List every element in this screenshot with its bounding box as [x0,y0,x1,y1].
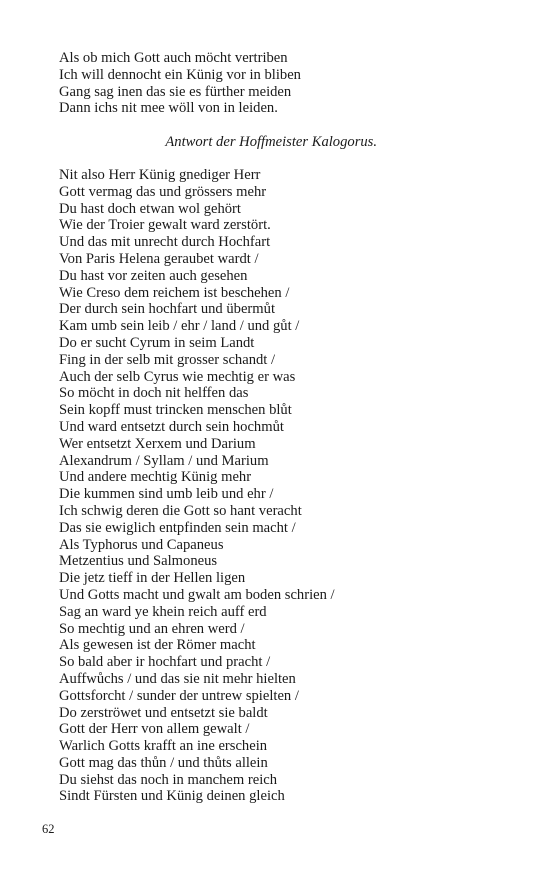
verse-line: Du hast vor zeiten auch gesehen [59,267,248,284]
verse-line: Kam umb sein leib / ehr / land / und gůt / [59,318,300,335]
verse-line: Gang sag inen das sie es fürther meiden [59,83,292,100]
verse-line: Wer entsetzt Xerxem und Darium [59,435,256,452]
verse-line: Auffwůchs / und das sie nit mehr hielten [59,670,296,687]
speaker-heading [59,134,499,151]
verse-line: So möcht in doch nit helffen das [59,385,249,402]
verse-line: Du siehst das noch in manchem reich [59,771,278,788]
verse-line: Sindt Fürsten und Künig deinen gleich [59,788,285,805]
verse-stanza-1 [59,50,499,117]
verse-line: Und das mit unrecht durch Hochfart [59,234,271,251]
verse-line: Metzentius und Salmoneus [59,553,218,570]
verse-line: Sag an ward ye khein reich auff erd [59,603,267,620]
verse-line: Die kummen sind umb leib und ehr / [59,486,274,503]
verse-line: Von Paris Helena geraubet wardt / [59,250,259,267]
speaker-heading-text: Antwort der Hoffmeister Kalogorus. [165,134,377,150]
verse-line: Gott der Herr von allem gewalt / [59,721,250,738]
verse-line: Als Typhorus und Capaneus [59,536,224,553]
verse-stanza-2 [59,167,499,805]
page-number: 62 [42,822,55,836]
verse-line: Wie Creso dem reichem ist beschehen / [59,284,290,301]
verse-line: Do zerströwet und entsetzt sie baldt [59,704,268,721]
verse-line: Der durch sein hochfart und übermůt [59,301,275,318]
verse-line: Als gewesen ist der Römer macht [59,637,256,654]
verse-line: Gottsforcht / sunder der untrew spielten / [59,687,299,704]
verse-line: Ich schwig deren die Gott so hant veracht [59,502,302,519]
verse-line: Dann ichs nit mee wöll von in leiden. [59,100,278,117]
verse-line: Gott mag das thůn / und thůts allein [59,754,268,771]
verse-line: Auch der selb Cyrus wie mechtig er was [59,368,296,385]
verse-line: Du hast doch etwan wol gehört [59,200,241,217]
verse-line: Gott vermag das und grössers mehr [59,183,267,200]
verse-line: Warlich Gotts krafft an ine erschein [59,738,268,755]
verse-line: Und andere mechtig Künig mehr [59,469,252,486]
verse-line: Do er sucht Cyrum in seim Landt [59,334,255,351]
verse-line: Ich will dennocht ein Künig vor in bliben [59,66,301,83]
verse-line: Wie der Troier gewalt ward zerstört. [59,217,271,234]
verse-line: Fing in der selb mit grosser schandt / [59,351,276,368]
verse-line: Sein kopff must trincken menschen blůt [59,402,292,419]
verse-line: Und Gotts macht und gwalt am boden schrien / [59,586,335,603]
verse-line: So mechtig und an ehren werd / [59,620,245,637]
verse-line: Alexandrum / Syllam / und Marium [59,452,269,469]
verse-line: Die jetz tieff in der Hellen ligen [59,570,246,587]
verse-line: So bald aber ir hochfart und pracht / [59,654,271,671]
verse-line: Das sie ewiglich entpfinden sein macht / [59,519,296,536]
verse-line: Und ward entsetzt durch sein hochmůt [59,418,284,435]
verse-line: Nit also Herr Künig gnediger Herr [59,167,261,183]
verse-line: Als ob mich Gott auch möcht vertriben [59,50,288,66]
